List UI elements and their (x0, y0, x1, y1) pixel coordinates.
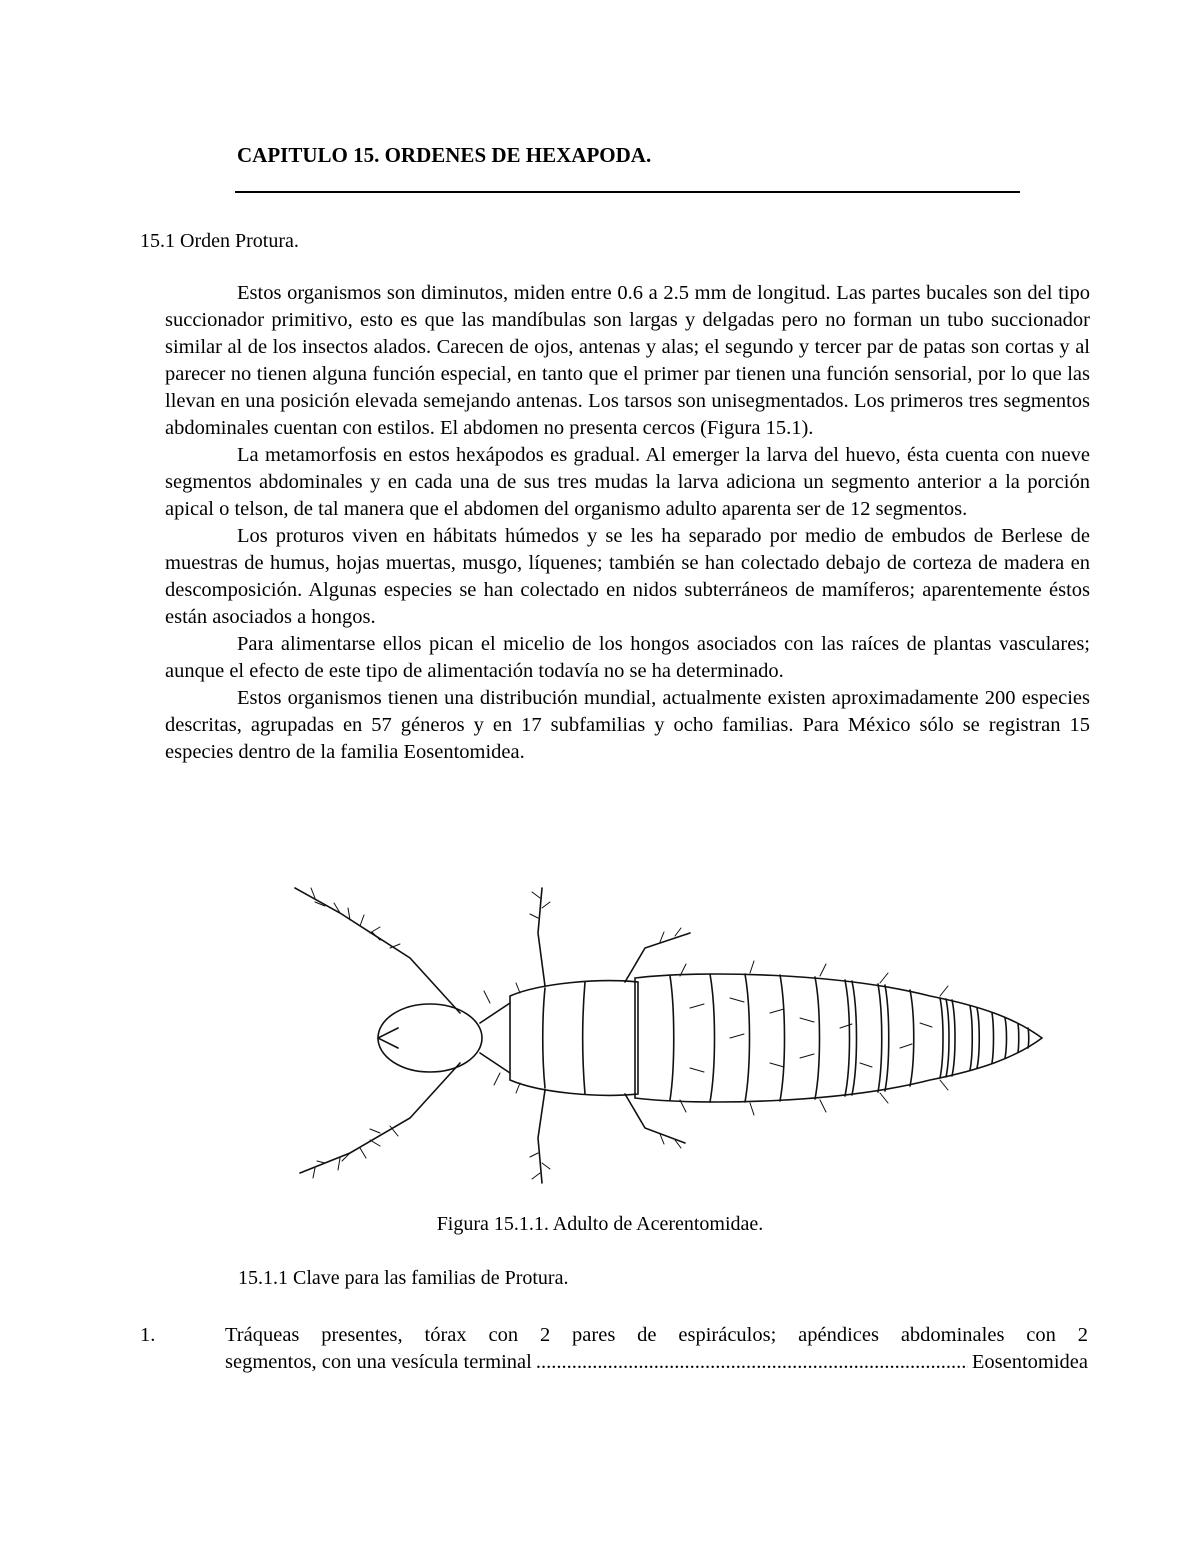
abdomen-outline (635, 974, 1042, 1102)
key-item-line2: segmentos, con una vesícula terminal (225, 1351, 532, 1373)
paragraph-feeding: Para alimentarse ellos pican el micelio de los hongos asociados con las raíces de plantas vasculares; aunque el efecto de este tipo de alimentación todavía no se ha determinado. (165, 633, 1090, 682)
middle-leg-lower (538, 1090, 545, 1183)
protura-illustration (280, 878, 1050, 1203)
body-text (165, 280, 1090, 766)
key-item-body (225, 1322, 1088, 1376)
key-item-leader-dots (536, 1349, 968, 1376)
key-item-line2-row (225, 1349, 1088, 1376)
title-underline (235, 191, 1020, 193)
front-leg-lower (300, 1063, 460, 1173)
paragraph-distribution: Estos organismos tienen una distribución mundial, actualmente existen aproximadamente 200 especies descritas, agrupadas en 57 géneros y en 17 subfamilias y ocho familias. Para México sólo se registran 15 especies dentro de la familia Eosentomidea. (165, 687, 1090, 763)
head (378, 1004, 482, 1072)
protura-figure (280, 878, 1050, 1203)
key-item-number: 1. (140, 1324, 156, 1346)
key-title: 15.1.1 Clave para las familias de Protura. (238, 1267, 569, 1289)
paragraph-metamorphosis: La metamorfosis en estos hexápodos es gradual. Al emerger la larva del huevo, ésta cuenta con nueve segmentos abdominales y en cada una de sus tres mudas la larva adiciona un segmento anterior a la porción apical o telson, de tal manera que el abdomen del organismo adulto aparenta ser de 12 segmentos. (165, 444, 1090, 520)
key-item-result: Eosentomidea (971, 1351, 1088, 1373)
section-heading: 15.1 Orden Protura. (140, 230, 299, 252)
setae (311, 888, 948, 1179)
abdominal-segments (670, 974, 1029, 1102)
chapter-title: CAPITULO 15. ORDENES DE HEXAPODA. (237, 143, 652, 167)
thorax (510, 981, 638, 1096)
middle-leg-upper (538, 888, 545, 986)
figure-caption: Figura 15.1.1. Adulto de Acerentomidae. (436, 1213, 764, 1235)
front-leg-upper (295, 888, 460, 1013)
key-item-line1: Tráqueas presentes, tórax con 2 pares de espiráculos; apéndices abdominales con 2 (225, 1324, 1088, 1346)
paragraph-description: Estos organismos son diminutos, miden entre 0.6 a 2.5 mm de longitud. Las partes bucales son del tipo succionador primitivo, esto es que las mandíbulas son largas y delgadas pero no forman un tubo succionador similar al de los insectos alados. Carecen de ojos, antenas y alas; el segundo y tercer par de patas son cortas y al parecer no tienen alguna función especial, en tanto que el primer par tienen una función sensorial, por lo que las llevan en una posición elevada semejando antenas. Los tarsos son unisegmentados. Los primeros tres segmentos abdominales cuentan con estilos. El abdomen no presenta cercos (Figura 15.1). (165, 282, 1090, 439)
paragraph-habitat: Los proturos viven en hábitats húmedos y se les ha separado por medio de embudos de Berlese de muestras de humus, hojas muertas, musgo, líquenes; también se han colectado debajo de corteza de madera en descomposición. Algunas especies se han colectado en nidos subterráneos de mamíferos; aparentemente éstos están asociados a hongos. (165, 525, 1090, 628)
